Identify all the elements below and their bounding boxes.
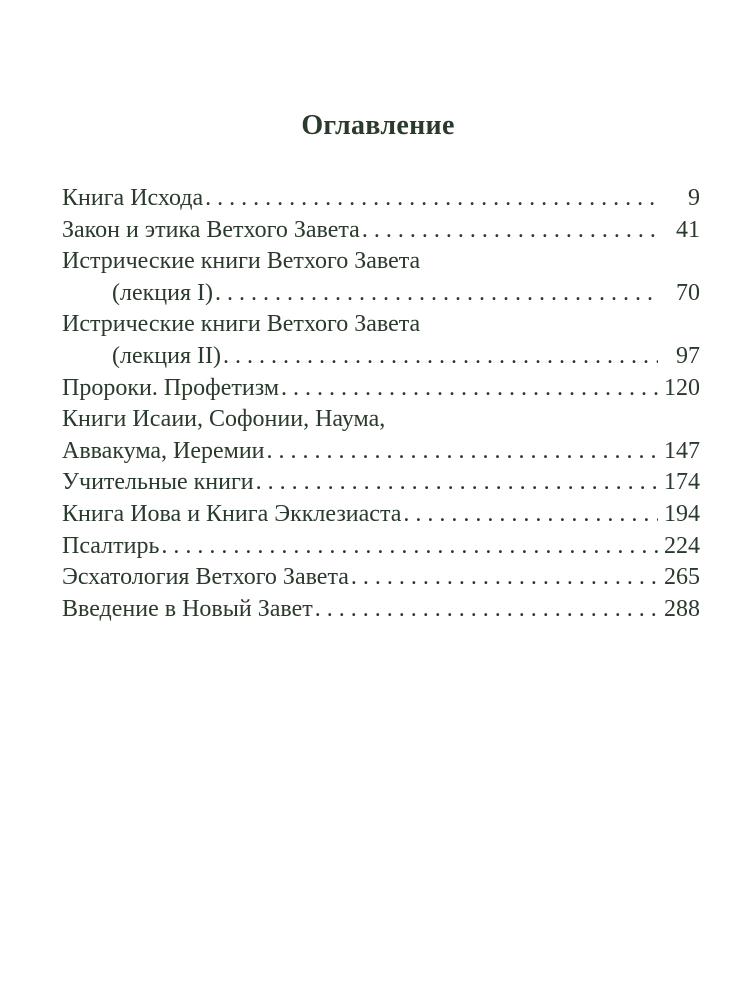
toc-entry [62,531,700,563]
toc-entry-continuation [62,436,700,468]
toc-page-number: 194 [664,500,700,527]
toc-entry [62,562,700,594]
toc-entry [62,404,700,436]
toc-entry-continuation [62,278,700,310]
toc-entry-title: Истрические книги Ветхого Завета [62,248,421,275]
toc-entry-title: Книги Исаии, Софонии, Наума, [62,406,386,433]
toc-page-number: 70 [676,279,700,306]
toc-entry-title: Учительные книги [62,469,254,496]
toc-entry-title: Книга Иова и Книга Экклезиаста [62,500,402,527]
toc-leader-dots [256,467,658,499]
toc-entry-title: Пророки. Профетизм [62,374,280,401]
toc-entry-title: Книга Исхода [62,185,204,211]
toc-page-number: 224 [664,532,700,559]
toc-entry [62,373,700,405]
toc-page-number: 147 [664,437,700,464]
toc-leader-dots [267,436,658,468]
toc-page-number: 41 [676,216,700,243]
toc-entry [62,183,700,215]
toc-page-number: 120 [664,374,700,401]
toc-entry [62,309,700,341]
toc-entry-title: Закон и этика Ветхого Завета [62,216,360,243]
toc-leader-dots [161,531,658,563]
toc-entry-title: Истрические книги Ветхого Завета [62,311,421,338]
toc-entry-title: Псалтирь [62,532,160,559]
toc-leader-dots [362,215,658,247]
toc-entry-title: Аввакума, Иеремии [62,437,265,464]
toc-leader-dots [315,594,658,626]
toc-page-number: 174 [664,469,700,496]
toc-page-number: 265 [664,564,700,591]
toc-entry [62,594,700,626]
toc-entry [62,246,700,278]
toc-entry-title: Введение в Новый Завет [62,595,313,622]
toc-leader-dots [351,562,658,594]
toc-entry [62,467,700,499]
toc-entry-continuation [62,341,700,373]
toc-page-number: 9 [688,185,700,211]
toc-entry [62,499,700,531]
toc-leader-dots [215,278,658,310]
toc-entry-title: (лекция II) [112,342,221,369]
toc-page-number: 97 [676,342,700,369]
toc-entry [62,215,700,247]
toc-leader-dots [223,341,658,373]
toc-leader-dots [403,499,658,531]
toc-page-number: 288 [664,595,700,622]
toc-leader-dots [281,373,658,405]
toc-leader-dots [205,183,658,215]
toc-entry-title: Эсхатология Ветхого Завета [62,564,349,591]
toc-entry-title: (лекция I) [112,279,213,306]
page-title: Оглавление [301,110,455,141]
table-of-contents [62,183,700,625]
